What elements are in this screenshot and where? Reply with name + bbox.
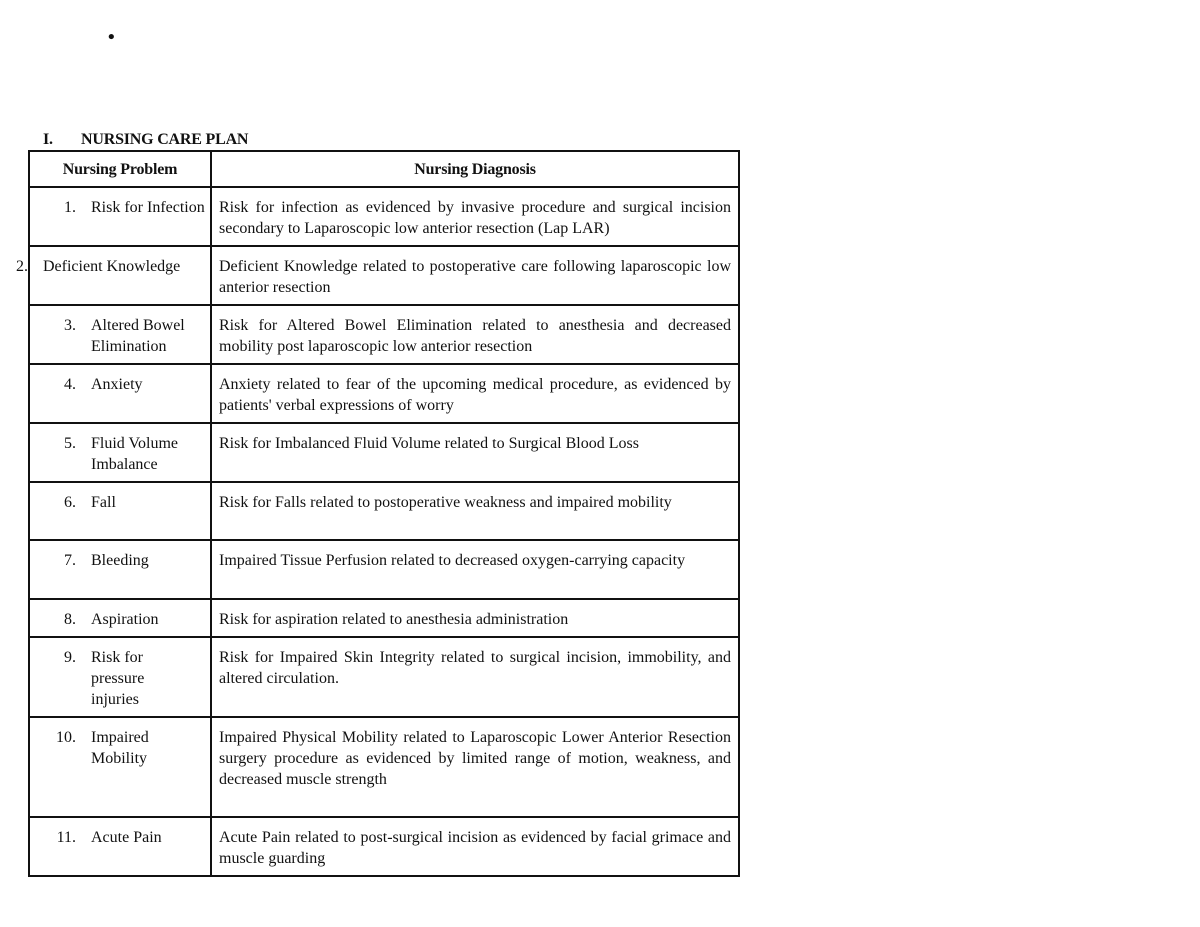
diagnosis-text: Risk for aspiration related to anesthesia administration (219, 611, 569, 628)
diagnosis-text: Anxiety related to fear of the upcoming medical procedure, as evidenced by patients' verbal expressions of worry (219, 376, 731, 414)
table-row (29, 637, 739, 717)
diagnosis-cell (211, 423, 739, 482)
table-row (29, 246, 739, 305)
column-header-nursing-problem: Nursing Problem (29, 151, 211, 187)
diagnosis-text: Acute Pain related to post-surgical incision as evidenced by facial grimace and muscle guarding (219, 829, 731, 867)
problem-text: Impaired Mobility (91, 729, 149, 767)
section-title: NURSING CARE PLAN (81, 131, 249, 148)
problem-cell (29, 599, 211, 637)
table-row (29, 305, 739, 364)
table-row (29, 482, 739, 540)
problem-text: Bleeding (91, 552, 149, 569)
table-header-row (29, 151, 739, 187)
table-row (29, 364, 739, 423)
problem-number: 11. (56, 829, 76, 846)
table-row (29, 187, 739, 246)
problem-cell (29, 717, 211, 817)
problem-cell (16, 246, 211, 305)
diagnosis-cell (211, 305, 739, 364)
list-bullet: • (106, 27, 117, 48)
problem-text: Aspiration (91, 611, 159, 628)
table-row (29, 540, 739, 599)
diagnosis-text: Impaired Physical Mobility related to Laparoscopic Lower Anterior Resection surgery procedure as evidenced by limited range of motion, weakness, and decreased muscle strength (219, 729, 731, 788)
diagnosis-cell (211, 364, 739, 423)
problem-text: Risk for Infection (91, 199, 205, 216)
problem-cell (29, 423, 211, 482)
diagnosis-cell (211, 599, 739, 637)
diagnosis-cell (211, 817, 739, 876)
table-row (29, 599, 739, 637)
problem-text: Risk for pressure injuries (91, 649, 145, 708)
section-heading (43, 130, 248, 150)
problem-cell (29, 637, 211, 717)
section-number: I. (43, 131, 53, 148)
problem-number: 10. (56, 729, 76, 746)
problem-text: Fall (91, 494, 116, 511)
diagnosis-text: Risk for Impaired Skin Integrity related to surgical incision, immobility, and altered circulation. (219, 649, 731, 687)
problem-text: Deficient Knowledge (43, 258, 181, 275)
diagnosis-cell (211, 540, 739, 599)
diagnosis-cell (211, 717, 739, 817)
diagnosis-text: Risk for Imbalanced Fluid Volume related to Surgical Blood Loss (219, 435, 639, 452)
problem-number: 6. (64, 494, 76, 511)
nursing-care-plan-table (16, 150, 740, 877)
problem-text: Anxiety (91, 376, 143, 393)
problem-number: 5. (64, 435, 76, 452)
diagnosis-text: Risk for infection as evidenced by invasive procedure and surgical incision secondary to Laparoscopic low anterior resection (Lap LAR) (219, 199, 731, 237)
problem-cell (29, 364, 211, 423)
diagnosis-cell (211, 482, 739, 540)
problem-number: 4. (64, 376, 76, 393)
problem-text: Altered Bowel Elimination (91, 317, 185, 355)
problem-number: 1. (64, 199, 76, 216)
problem-cell (29, 187, 211, 246)
diagnosis-text: Deficient Knowledge related to postoperative care following laparoscopic low anterior resection (219, 258, 731, 296)
problem-number: 7. (64, 552, 76, 569)
diagnosis-text: Risk for Altered Bowel Elimination related to anesthesia and decreased mobility post laparoscopic low anterior resection (219, 317, 731, 355)
table-row (29, 717, 739, 817)
problem-cell (29, 817, 211, 876)
problem-number: 2. (16, 258, 28, 275)
problem-number: 9. (64, 649, 76, 666)
problem-number: 8. (64, 611, 76, 628)
table-row (29, 817, 739, 876)
diagnosis-text: Impaired Tissue Perfusion related to decreased oxygen-carrying capacity (219, 552, 686, 569)
problem-text: Acute Pain (91, 829, 162, 846)
problem-cell (29, 482, 211, 540)
diagnosis-text: Risk for Falls related to postoperative weakness and impaired mobility (219, 494, 672, 511)
table-row (29, 423, 739, 482)
problem-number: 3. (64, 317, 76, 334)
diagnosis-cell (211, 187, 739, 246)
problem-text: Fluid Volume Imbalance (91, 435, 178, 473)
problem-cell (29, 305, 211, 364)
diagnosis-cell (211, 246, 739, 305)
diagnosis-cell (211, 637, 739, 717)
problem-cell (29, 540, 211, 599)
column-header-nursing-diagnosis: Nursing Diagnosis (211, 151, 739, 187)
